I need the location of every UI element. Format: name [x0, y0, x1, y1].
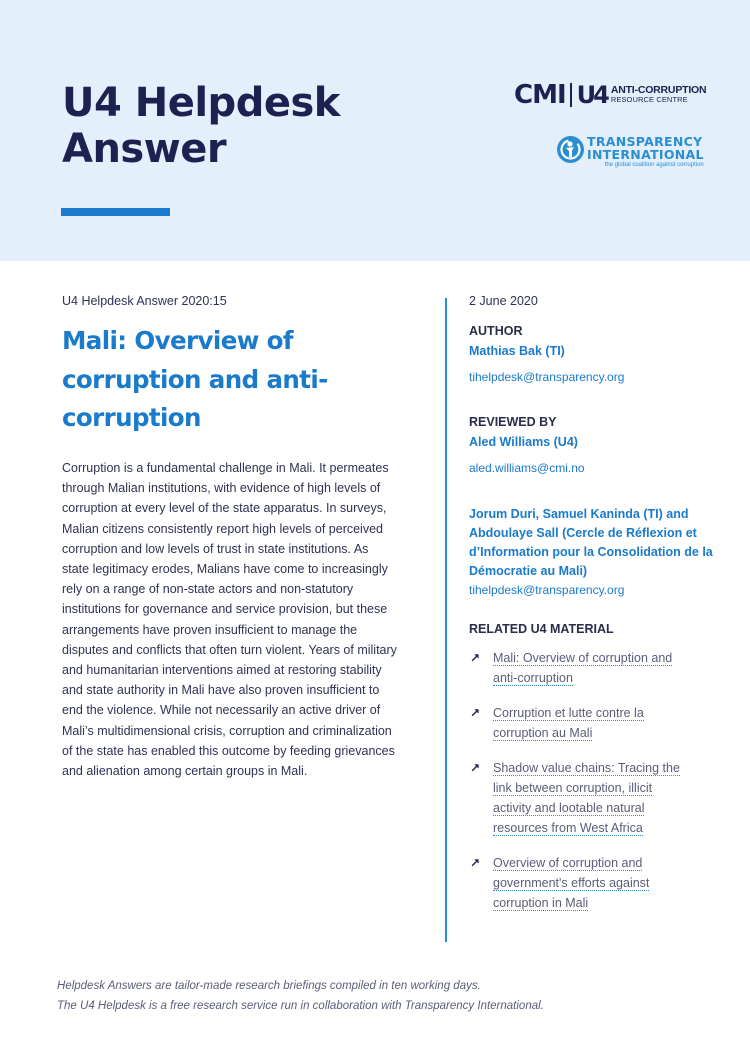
u4-line-1: ANTI-CORRUPTION	[610, 84, 707, 96]
related-item	[469, 853, 719, 913]
ti-line-1: TRANSPARENCY	[587, 134, 703, 149]
ti-line-2: INTERNATIONAL	[587, 147, 704, 162]
footer-line-2: The U4 Helpdesk is a free research service run in collaboration with Transparency International.	[57, 1000, 544, 1012]
u4-wordmark	[611, 85, 707, 105]
related-link-text: Overview of corruption and government's efforts against corruption in Mali	[493, 856, 650, 910]
u4-line-2: RESOURCE CENTRE	[610, 95, 688, 104]
contributors-email-link[interactable]: tihelpdesk@transparency.org	[469, 583, 625, 597]
document-title: Mali: Overview of corruption and anti-corruption	[62, 326, 328, 432]
related-material-label: RELATED U4 MATERIAL	[469, 622, 614, 636]
ti-wordmark	[587, 135, 704, 168]
related-link-text: Corruption et lutte contre la corruption au Mali	[493, 706, 644, 740]
accent-rule	[61, 208, 170, 216]
related-link[interactable]	[493, 853, 688, 913]
related-link-text: Shadow value chains: Tracing the link between corruption, illicit activity and lootable natural resources from West Africa	[493, 761, 680, 835]
cover-header	[0, 0, 750, 261]
document-id: U4 Helpdesk Answer 2020:15	[62, 294, 227, 308]
reviewer-name: Aled Williams (U4)	[469, 435, 578, 449]
related-item	[469, 703, 719, 743]
external-arrow-icon: ↗	[470, 651, 481, 665]
external-arrow-icon: ↗	[470, 706, 481, 720]
related-item	[469, 758, 719, 838]
external-arrow-icon: ↗	[470, 761, 481, 775]
ti-tagline: the global coalition against corruption	[604, 162, 704, 168]
cmi-u4-logo	[514, 80, 706, 110]
author-email-link[interactable]: tihelpdesk@transparency.org	[469, 370, 625, 384]
publication-type-title	[62, 80, 340, 172]
ti-globe-icon	[557, 136, 584, 163]
related-link[interactable]	[493, 648, 688, 688]
u4-mark-icon: U4	[576, 81, 607, 109]
title-line-1: U4 Helpdesk	[62, 80, 340, 126]
related-item	[469, 648, 719, 688]
cmi-wordmark: CMI	[514, 80, 566, 110]
contributors-names: Jorum Duri, Samuel Kaninda (TI) and Abdoulaye Sall (Cercle de Réflexion et d’Information pour la Consolidation de la Démocratie au Mali)	[469, 507, 713, 578]
reviewed-by-label: REVIEWED BY	[469, 415, 557, 429]
author-name: Mathias Bak (TI)	[469, 344, 565, 358]
reviewer-email-link[interactable]: aled.williams@cmi.no	[469, 461, 585, 475]
related-link-text: Mali: Overview of corruption and anti-corruption	[493, 651, 673, 685]
title-line-2: Answer	[62, 126, 227, 172]
related-link[interactable]	[493, 758, 688, 838]
transparency-international-logo	[557, 135, 704, 168]
footer-note	[57, 976, 544, 1016]
external-arrow-icon: ↗	[470, 856, 481, 870]
author-label: AUTHOR	[469, 324, 523, 338]
footer-line-1: Helpdesk Answers are tailor-made research briefings compiled in ten working days.	[57, 980, 481, 992]
related-material-list	[469, 648, 719, 928]
publication-date: 2 June 2020	[469, 294, 538, 308]
document-summary: Corruption is a fundamental challenge in Mali. It permeates through Malian institutions, with evidence of high levels of corruption at every level of the state apparatus. In surveys, Malian citizens consistently report high levels of perceived corruption and low levels of trust in state institutions. As state legitimacy erodes, Malians have come to increasingly rely on a range of non-state actors and non-statutory institutions for governance and service provision, but these arrangements have proven insufficient to manage the disputes and conflicts that often turn violent. Years of military and humanitarian interventions aimed at restoring stability and state authority in Mali have also proven insufficient to end the violence. While not necessarily an active driver of Mali’s multidimensional crisis, corruption and criminalization of the state has enabled this outcome by feeding grievances and alienation among certain groups in Mali.	[62, 461, 397, 779]
related-link[interactable]	[493, 703, 688, 743]
column-divider	[445, 298, 447, 942]
logo-separator	[570, 83, 572, 107]
